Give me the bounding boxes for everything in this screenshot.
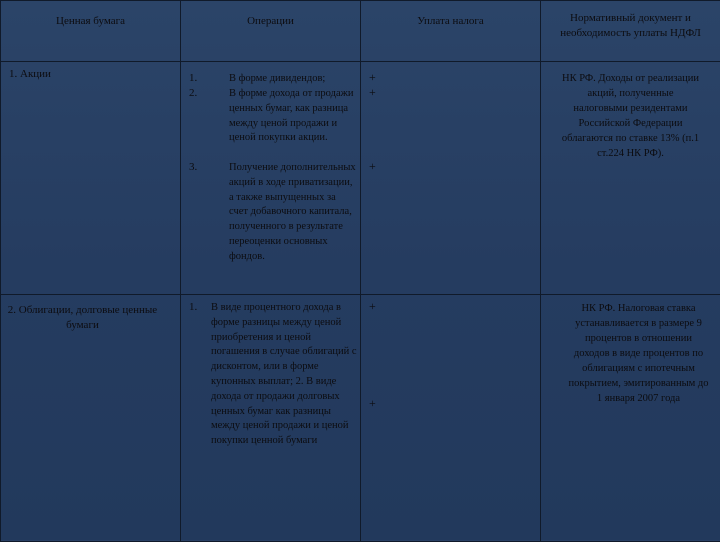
tax-mark: + [369,159,376,174]
tax-mark: + [369,299,376,314]
security-cell [1,295,181,542]
header-security: Ценная бумага [1,1,181,62]
tax-cell [361,62,541,295]
operations-cell [181,62,361,295]
operation-number: 1. [189,72,197,84]
tax-mark: + [369,85,376,100]
operation-text: В виде процентного дохода в форме разницы между ценой приобретения и ценой погашения в случае облигаций с дисконтом, или в форме купонных выплат; 2. В виде дохода от продажи долговых ценных бумаг как разницы между ценой продажи и ценой покупки ценной бумаги [211,301,357,449]
document-cell [541,295,720,542]
operation-text: Получение дополнительных акций в ходе приватизации, а также выпущенных за счет добавочного капитала, полученного в результате переоценки основных фондов. [229,161,357,265]
header-row [1,1,720,62]
header-operations: Операции [181,1,361,62]
operation-number: 3. [189,161,197,173]
operation-text: В форме дивидендов; [229,72,357,87]
header-tax: Уплата налога [361,1,541,62]
header-document: Нормативный документ и необходимость уплаты НДФЛ [541,1,720,62]
tax-cell [361,295,541,542]
document-cell [541,62,720,295]
tax-mark: + [369,396,376,411]
security-cell [1,62,181,295]
operations-cell [181,295,361,542]
tax-mark: + [369,70,376,85]
operation-number: 2. [189,87,197,99]
operation-number: 1. [189,301,197,313]
security-name: 1. Акции [1,62,180,80]
operation-text: В форме дохода от продажи ценных бумаг, как разница между ценой продажи и ценой покупки акции. [229,87,357,146]
table-row [1,62,720,295]
table-row [1,295,720,542]
document-text: НК РФ. Налоговая ставка устанавливается в размере 9 процентов в отношении доходов в виде процентов по облигациям с ипотечным покрытием, эмитированным до 1 января 2007 года [541,295,720,406]
document-text: НК РФ. Доходы от реализации акций, полученные налоговыми резидентами Российской Федерации облагаются по ставке 13% (п.1 ст.224 НК РФ). [541,62,720,161]
security-name: 2. Облигации, долговые ценные бумаги [1,295,180,333]
